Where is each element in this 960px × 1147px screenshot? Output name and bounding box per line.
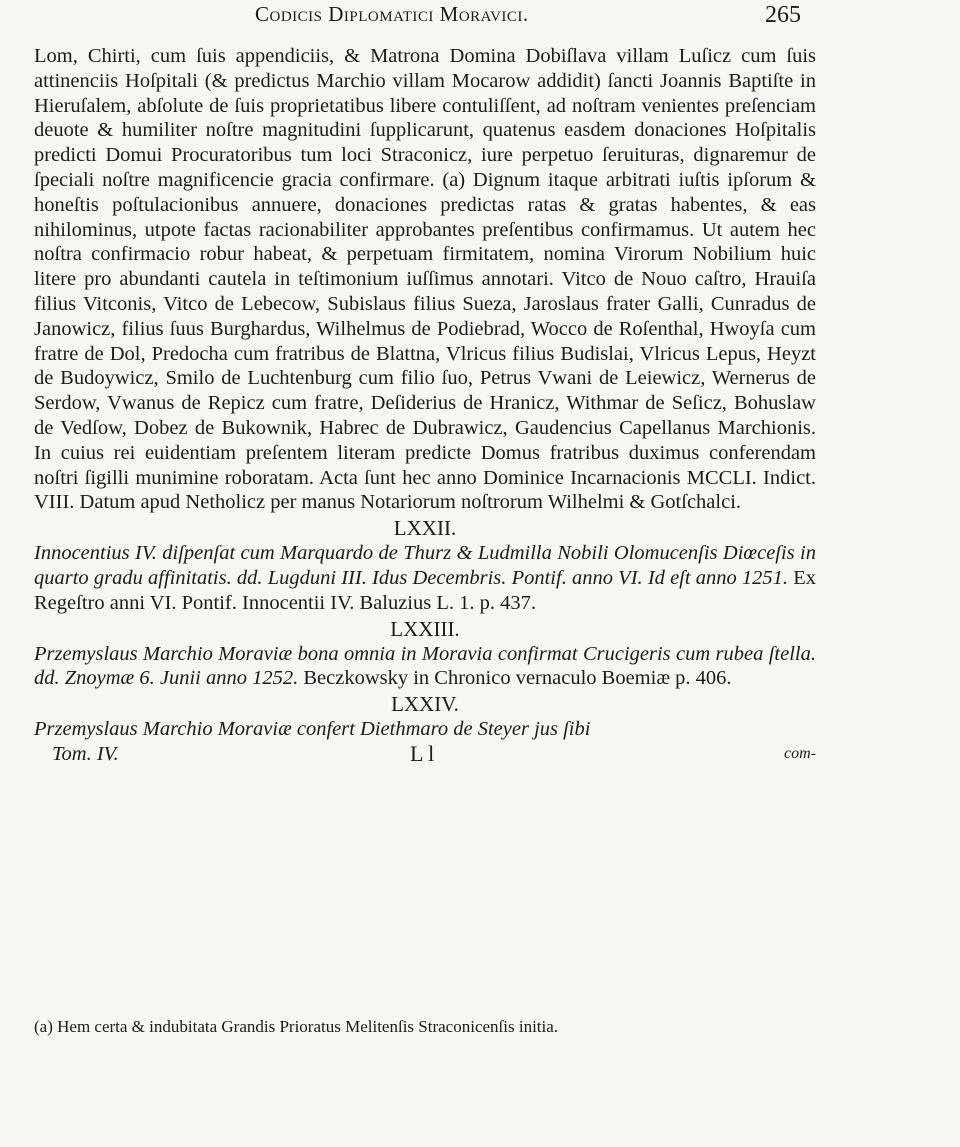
running-head: Codicis Diplomatici Moravici. [255,2,529,26]
page-number: 265 [765,2,801,28]
catchword: com- [784,744,816,762]
document-entry [34,541,816,615]
document-number: LXXIV. [391,692,459,717]
document-number: LXXIII. [390,616,460,641]
document-entry [34,717,816,742]
volume-marker: Tom. IV. [52,742,119,765]
printer-signature: L l [410,740,435,766]
document-source: Ex Regeſtro anni VI. Pontif. Innocentii IV. Baluzius L. 1. p. 437. [34,566,817,614]
document-source: Beczkowsky in Chronico vernaculo Boemiæ p. 406. [303,667,732,690]
document-number: LXXII. [393,516,457,541]
signature-line [34,742,816,772]
document-entry [34,642,816,692]
charter-text: Lom, Chirti, cum ſuis appendiciis, & Matrona Domina Dobiſlava villam Luſicz cum ſuis attinenciis Hoſpitali (& predictus Marchio villam Mocarow addidit) ſancti Joannis Baptiſte in Hieruſalem, abſolute de ſuis proprietatibus libere contuliſſent, ad noſtram venientes preſenciam deuote & humiliter noſtre magnitudini ſupplicarunt, quatenus easdem donaciones Hoſpitalis predicti Domui Procuratoribus tum loci Straconicz, iure perpetuo ſeruituras, dignaremur de ſpeciali noſtre magnificencie gracia confirmare. (a) Dignum itaque arbitrati iuſtis ipſorum & honeſtis poſtulacionibus annuere, donaciones predictas ratas & gratas habentes, & eas nihilominus, utpote factas racionabiliter approbantes preſentibus confirmamus. Ut autem hec noſtra confirmacio robur habeat, & perpetuam firmitatem, nomina Virorum Nobilium huic litere pro abundanti cautela in teſtimonium iuſſimus annotari. Vitco de Nouo caſtro, Hrauiſa filius Vitconis, Vitco de Lebecow, Subislaus filius Sueza, Jaroslaus frater Galli, Cunradus de Janowicz, filius ſuus Burghardus, Wilhelmus de Podiebrad, Wocco de Roſenthal, Hwoyſa cum fratre de Dol, Predocha cum fratribus de Blattna, Vlricus filius Budislai, Vlricus Lepus, Heyzt de Budoywicz, Smilo de Luchtenburg cum filio ſuo, Petrus Vwani de Leiewicz, Wernerus de Serdow, Vwanus de Repicz cum fratre, Deſiderius de Hranicz, Withmar de Seſicz, Bohuslaw de Vedſow, Dobez de Bukownik, Habrec de Dubrawicz, Gaudencius Capellanus Marchionis. In cuius rei euidentiam preſentem literam predicte Domus fratribus duximus conferendam noſtri ſigilli munimine roboratam. Acta ſunt hec anno Dominice Incarnacionis MCCLI. Indict. VIII. Datum apud Netholicz per manus Notariorum noſtrorum Wilhelmi & Gotſchalci. [34,45,816,514]
body-text [34,44,816,772]
footnote: (a) Hem certa & indubitata Grandis Prioratus Melitenſis Straconicenſis initia. [34,1017,559,1036]
document-regest: Przemyslaus Marchio Moraviæ bona omnia in Moravia confirmat Crucigeris cum rubea ſtella. dd. Znoymæ 6. Junii anno 1252. [34,642,816,690]
page-header [0,0,960,40]
document-regest: Innocentius IV. diſpenſat cum Marquardo de Thurz & Ludmilla Nobili Olomucenſis Diœceſis in quarto gradu affinitatis. dd. Lugduni III. Idus Decembris. Pontif. anno VI. Id eſt anno 1251. [34,542,816,589]
document-regest: Przemyslaus Marchio Moraviæ confert Diethmaro de Steyer jus ſibi [34,718,591,741]
